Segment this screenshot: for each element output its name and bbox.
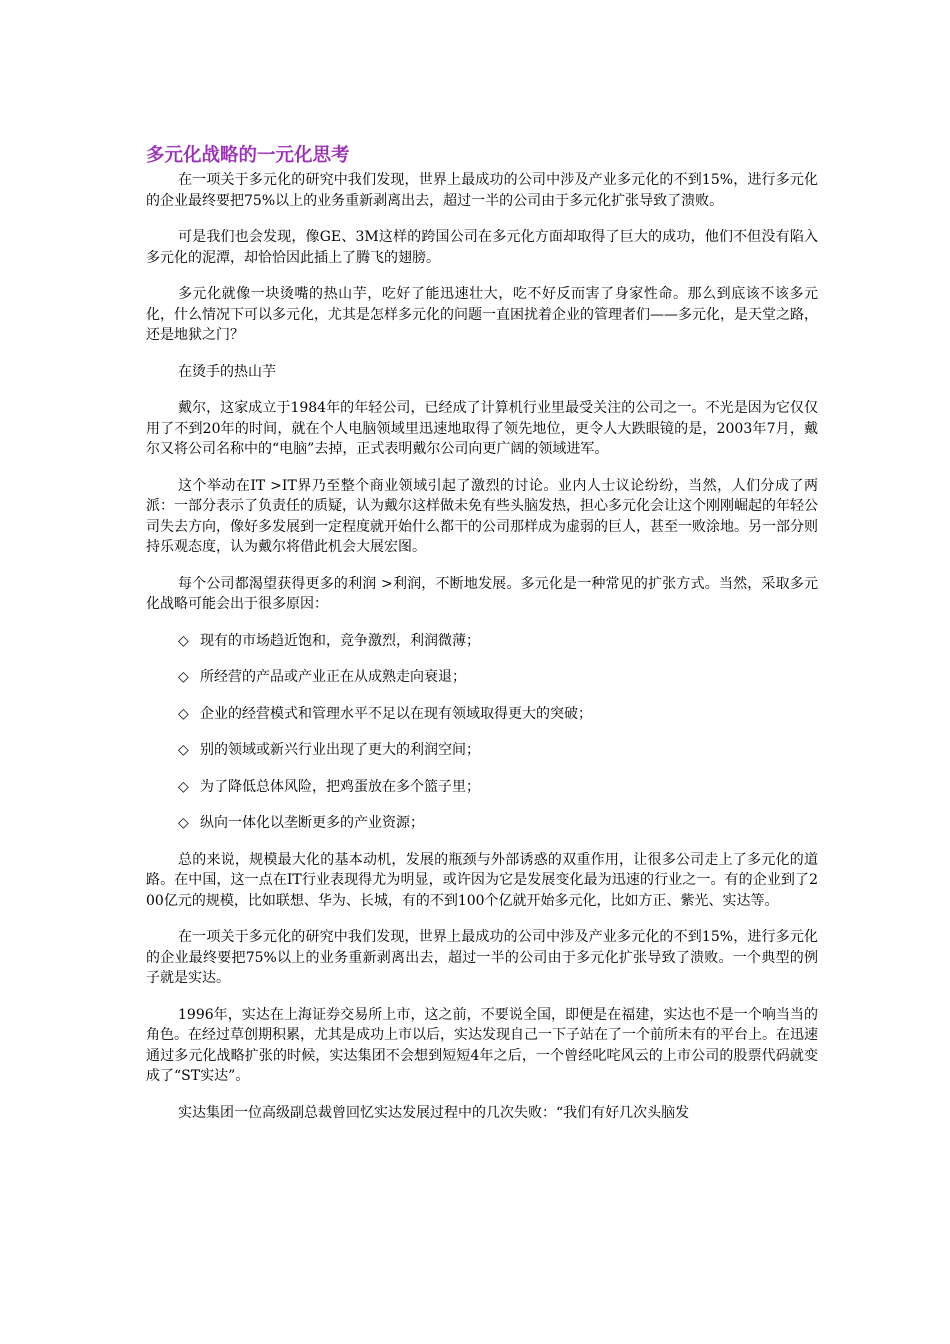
list-item-text: 纵向一体化以垄断更多的产业资源； (200, 815, 424, 831)
paragraph: 每个公司都渴望获得更多的利润 >利润，不断地发展。多元化是一种常见的扩张方式。当然，采取多元化战略可能会出于很多原因： (146, 575, 818, 612)
diamond-bullet-icon: ◇ (178, 742, 189, 758)
paragraph: 多元化就像一块烫嘴的热山芋，吃好了能迅速壮大，吃不好反而害了身家性命。那么到底该不该多元化，什么情况下可以多元化，尤其是怎样多元化的问题一直困扰着企业的管理者们——多元化，是天堂之路，还是地狱之门？ (146, 286, 818, 343)
list-item-text: 为了降低总体风险，把鸡蛋放在多个篮子里； (200, 778, 480, 795)
paragraph: 实达集团一位高级副总裁曾回忆实达发展过程中的几次失败：“我们有好几次头脑发 (178, 1104, 690, 1121)
diamond-bullet-icon: ◇ (178, 778, 189, 795)
reason-list (146, 631, 818, 834)
diamond-bullet-icon: ◇ (178, 705, 189, 722)
list-item (146, 813, 818, 834)
list-item-text: 所经营的产品或产业正在从成熟走向衰退； (200, 669, 466, 685)
list-item (146, 667, 818, 688)
paragraph: 戴尔，这家成立于1984年的年轻公司，已经成了计算机行业里最受关注的公司之一。不光是因为它仅仅用了不到20年的时间，就在个人电脑领域里迅速地取得了领先地位，更令人大跌眼镜的是，2003年7月，戴尔又将公司名称中的“电脑”去掉，正式表明戴尔公司向更广阔的领域进军。 (146, 400, 818, 457)
diamond-bullet-icon: ◇ (178, 632, 189, 649)
paragraph: 1996年，实达在上海证券交易所上市，这之前，不要说全国，即便是在福建，实达也不是一个响当当的角色。在经过草创期积累，尤其是成功上市以后，实达发现自己一下子站在了一个前所未有的平台上。在迅速通过多元化战略扩张的时候，实达集团不会想到短短4年之后，一个曾经叱咤风云的上市公司的股票代码就变成了“ST实达”。 (146, 1006, 818, 1084)
paragraph: 可是我们也会发现，像GE、3M这样的跨国公司在多元化方面却取得了巨大的成功，他们不但没有陷入多元化的泥潭，却恰恰因此插上了腾飞的翅膀。 (146, 229, 818, 266)
list-item-text: 现有的市场趋近饱和，竞争激烈，利润微薄； (200, 632, 480, 649)
list-item-text: 企业的经营模式和管理水平不足以在现有领域取得更大的突破； (200, 705, 592, 722)
paragraph: 这个举动在IT >IT界乃至整个商业领域引起了激烈的讨论。业内人士议论纷纷，当然，人们分成了两派：一部分表示了负责任的质疑，认为戴尔这样做未免有些头脑发热，担心多元化会让这个刚刚崛起的年轻公司失去方向，像好多发展到一定程度就开始什么都干的公司那样成为虚弱的巨人，甚至一败涂地。另一部分则持乐观态度，认为戴尔将借此机会大展宏图。 (146, 477, 818, 555)
diamond-bullet-icon: ◇ (178, 669, 189, 685)
document-title: 多元化战略的一元化思考 (146, 145, 350, 166)
paragraph: 在一项关于多元化的研究中我们发现，世界上最成功的公司中涉及产业多元化的不到15%，进行多元化的企业最终要把75%以上的业务重新剥离出去，超过一半的公司由于多元化扩张导致了溃败。 (146, 172, 818, 209)
list-item (146, 777, 818, 798)
list-item (146, 631, 818, 652)
paragraph: 在一项关于多元化的研究中我们发现，世界上最成功的公司中涉及产业多元化的不到15%，进行多元化的企业最终要把75%以上的业务重新剥离出去，超过一半的公司由于多元化扩张导致了溃败。一个典型的例子就是实达。 (146, 929, 818, 986)
list-item (146, 740, 818, 761)
diamond-bullet-icon: ◇ (178, 815, 189, 831)
section-subheading: 在烫手的热山芋 (178, 363, 276, 380)
document-page (146, 143, 818, 1123)
list-item-text: 别的领域或新兴行业出现了更大的利润空间； (200, 742, 480, 758)
list-item (146, 704, 818, 725)
paragraph: 总的来说，规模最大化的基本动机，发展的瓶颈与外部诱惑的双重作用，让很多公司走上了多元化的道路。在中国，这一点在IT行业表现得尤为明显，或许因为它是发展变化最为迅速的行业之一。有的企业到了200亿元的规模，比如联想、华为、长城，有的不到100个亿就开始多元化，比如方正、紫光、实达等。 (146, 851, 818, 909)
